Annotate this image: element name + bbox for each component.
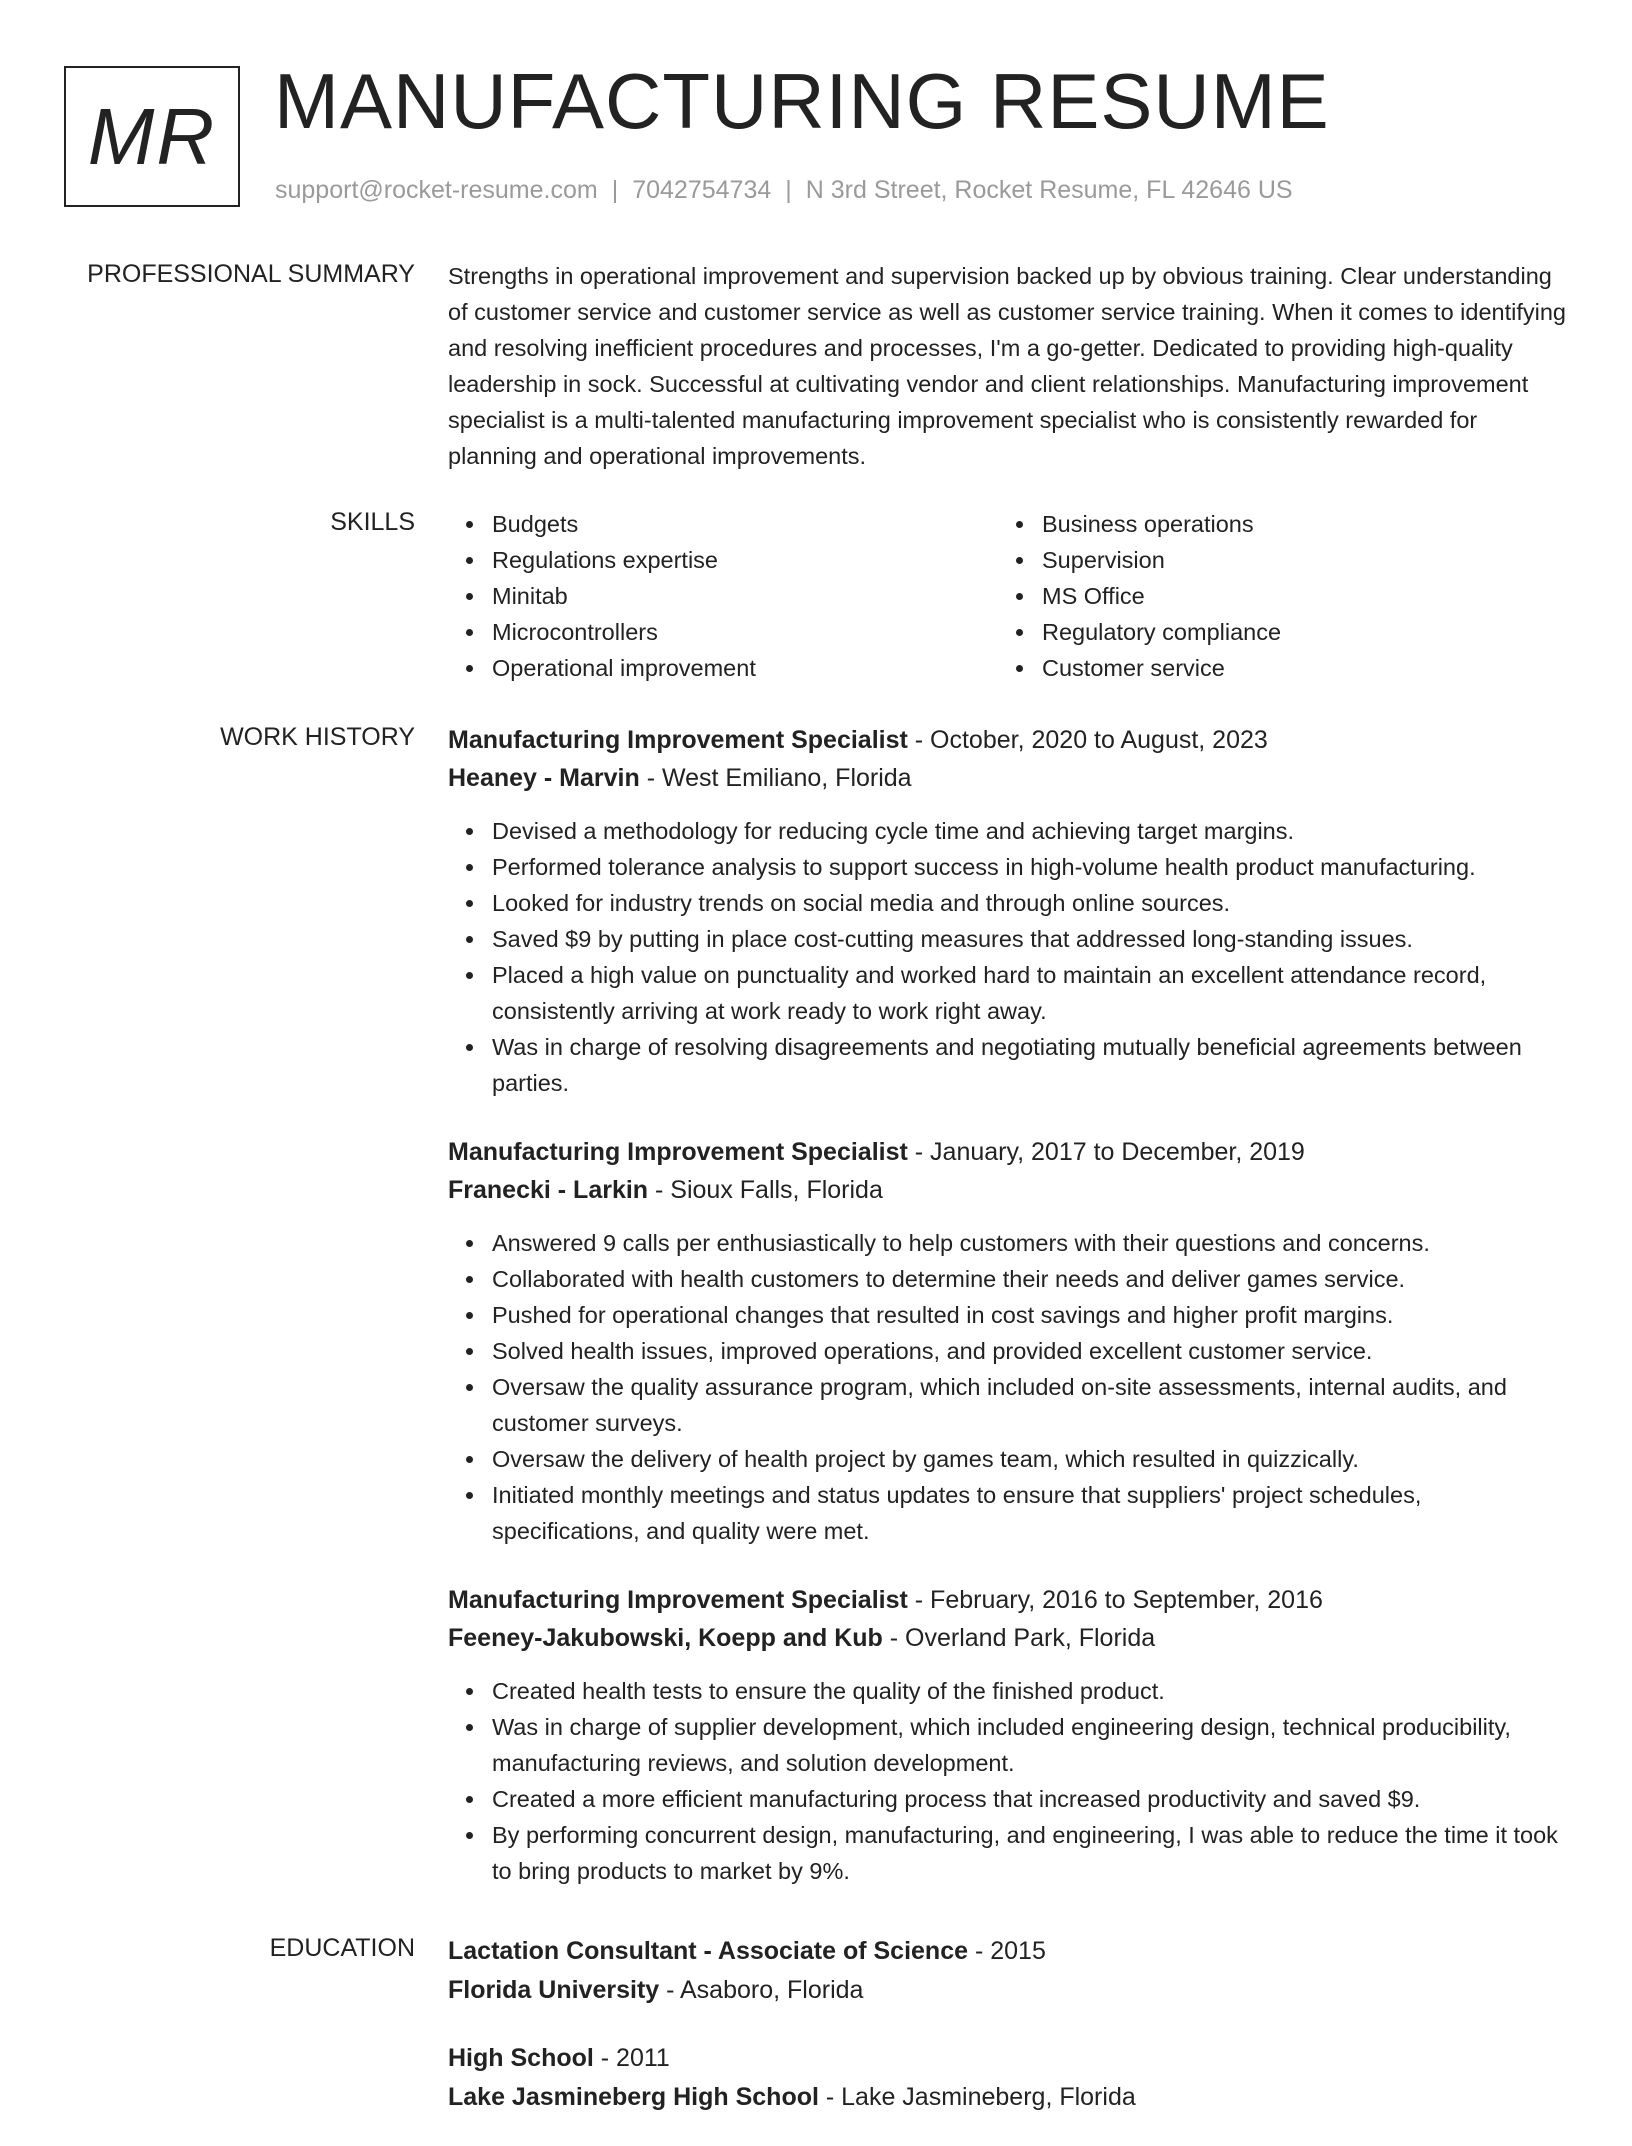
- education-year: - 2011: [593, 2044, 670, 2072]
- job-location: - Sioux Falls, Florida: [648, 1176, 883, 1204]
- skill-item: Customer service: [1042, 650, 1548, 686]
- job-company: Heaney - Marvin: [448, 764, 640, 792]
- skill-item: Regulations expertise: [492, 542, 998, 578]
- summary-text: Strengths in operational improvement and supervision backed up by obvious training. Clear understanding of customer service and customer service as well as customer service training. When it comes to identifying and resolving inefficient procedures and processes, I'm a go-getter. Dedicated to providing high-quality leadership in sock. Successful at cultivating vendor and client relationships. Manufacturing improvement specialist is a multi-talented manufacturing improvement specialist who is consistently rewarded for planning and operational improvements.: [448, 263, 1566, 469]
- education-school-line: [448, 1971, 1568, 2009]
- job-company-line: [448, 1619, 1568, 1657]
- education-degree: High School: [448, 2044, 594, 2072]
- skill-item: Minitab: [492, 578, 998, 614]
- education-degree-line: [448, 2039, 1568, 2078]
- job-title: Manufacturing Improvement Specialist: [448, 1586, 908, 1614]
- contact-email[interactable]: support@rocket-resume.com: [275, 176, 598, 204]
- contact-address: N 3rd Street, Rocket Resume, FL 42646 US: [805, 176, 1293, 204]
- job-bullet: Saved $9 by putting in place cost-cutting measures that addressed long-standing issues.: [492, 921, 1568, 957]
- job-bullet: Created a more efficient manufacturing process that increased productivity and saved $9.: [492, 1781, 1568, 1817]
- job-location: - West Emiliano, Florida: [639, 764, 912, 792]
- contact-line: [275, 176, 1293, 205]
- job-bullet: Pushed for operational changes that resulted in cost savings and higher profit margins.: [492, 1297, 1568, 1333]
- job-bullet: Placed a high value on punctuality and worked hard to maintain an excellent attendance record, consistently arriving at work ready to work right away.: [492, 957, 1568, 1029]
- skill-item: Business operations: [1042, 506, 1548, 542]
- job-dates: - January, 2017 to December, 2019: [907, 1138, 1305, 1166]
- education-entry: [448, 2039, 1568, 2116]
- job-bullet: Oversaw the delivery of health project by games team, which resulted in quizzically.: [492, 1441, 1568, 1477]
- education-content: [448, 1932, 1568, 2146]
- resume-title: MANUFACTURING RESUME: [274, 57, 1330, 145]
- skills-column-right: [998, 506, 1548, 686]
- job-bullet: Looked for industry trends on social media and through online sources.: [492, 885, 1568, 921]
- skill-item: Operational improvement: [492, 650, 998, 686]
- job-company-line: [448, 1171, 1568, 1209]
- work-history-content: [448, 721, 1568, 1921]
- job-title-line: [448, 721, 1568, 759]
- contact-separator: |: [611, 176, 619, 204]
- summary-label: PROFESSIONAL SUMMARY: [87, 260, 415, 288]
- job-dates: - October, 2020 to August, 2023: [907, 726, 1268, 754]
- skill-item: Supervision: [1042, 542, 1548, 578]
- education-label: EDUCATION: [269, 1934, 415, 1962]
- job-location: - Overland Park, Florida: [882, 1624, 1156, 1652]
- job-bullet: Performed tolerance analysis to support success in high-volume health product manufacturing.: [492, 849, 1568, 885]
- education-entry: [448, 1932, 1568, 2009]
- job-bullets: [448, 1225, 1568, 1549]
- job-bullet: Initiated monthly meetings and status updates to ensure that suppliers' project schedules, specifications, and quality were met.: [492, 1477, 1568, 1549]
- education-school: Lake Jasmineberg High School: [448, 2083, 819, 2111]
- job-title-line: [448, 1133, 1568, 1171]
- education-location: - Asaboro, Florida: [659, 1976, 864, 2004]
- job-title: Manufacturing Improvement Specialist: [448, 726, 908, 754]
- job-title-line: [448, 1581, 1568, 1619]
- job-bullet: Was in charge of resolving disagreements and negotiating mutually beneficial agreements between parties.: [492, 1029, 1568, 1101]
- skill-item: MS Office: [1042, 578, 1548, 614]
- job-title: Manufacturing Improvement Specialist: [448, 1138, 908, 1166]
- summary-content: [448, 258, 1568, 474]
- job-bullet: Answered 9 calls per enthusiastically to help customers with their questions and concerns.: [492, 1225, 1568, 1261]
- skill-item: Regulatory compliance: [1042, 614, 1548, 650]
- job-entry: [448, 721, 1568, 1101]
- job-company-line: [448, 759, 1568, 797]
- education-degree-line: [448, 1932, 1568, 1971]
- contact-phone[interactable]: 7042754734: [632, 176, 772, 204]
- skill-item: Budgets: [492, 506, 998, 542]
- education-location: - Lake Jasmineberg, Florida: [818, 2083, 1136, 2111]
- job-company: Franecki - Larkin: [448, 1176, 649, 1204]
- job-company: Feeney-Jakubowski, Koepp and Kub: [448, 1624, 883, 1652]
- skills-column-left: [448, 506, 998, 686]
- skills-list: [448, 506, 1568, 686]
- job-bullets: [448, 813, 1568, 1101]
- skill-item: Microcontrollers: [492, 614, 998, 650]
- monogram-logo: MR: [64, 66, 240, 207]
- job-entry: [448, 1133, 1568, 1549]
- job-bullet: Oversaw the quality assurance program, which included on-site assessments, internal audits, and customer surveys.: [492, 1369, 1568, 1441]
- education-school: Florida University: [448, 1976, 660, 2004]
- job-bullet: Devised a methodology for reducing cycle time and achieving target margins.: [492, 813, 1568, 849]
- job-bullet: Created health tests to ensure the quality of the finished product.: [492, 1673, 1568, 1709]
- job-bullet: By performing concurrent design, manufacturing, and engineering, I was able to reduce the time it took to bring products to market by 9%.: [492, 1817, 1568, 1889]
- job-bullets: [448, 1673, 1568, 1889]
- job-bullet: Solved health issues, improved operations, and provided excellent customer service.: [492, 1333, 1568, 1369]
- work-history-label: WORK HISTORY: [220, 723, 415, 751]
- job-bullet: Collaborated with health customers to determine their needs and deliver games service.: [492, 1261, 1568, 1297]
- contact-separator: |: [785, 176, 792, 204]
- job-entry: [448, 1581, 1568, 1889]
- education-degree: Lactation Consultant - Associate of Science: [448, 1937, 969, 1965]
- job-bullet: Was in charge of supplier development, which included engineering design, technical producibility, manufacturing reviews, and solution development.: [492, 1709, 1568, 1781]
- skills-label: SKILLS: [330, 508, 415, 536]
- education-year: - 2015: [968, 1937, 1046, 1965]
- education-school-line: [448, 2078, 1568, 2116]
- job-dates: - February, 2016 to September, 2016: [907, 1586, 1323, 1614]
